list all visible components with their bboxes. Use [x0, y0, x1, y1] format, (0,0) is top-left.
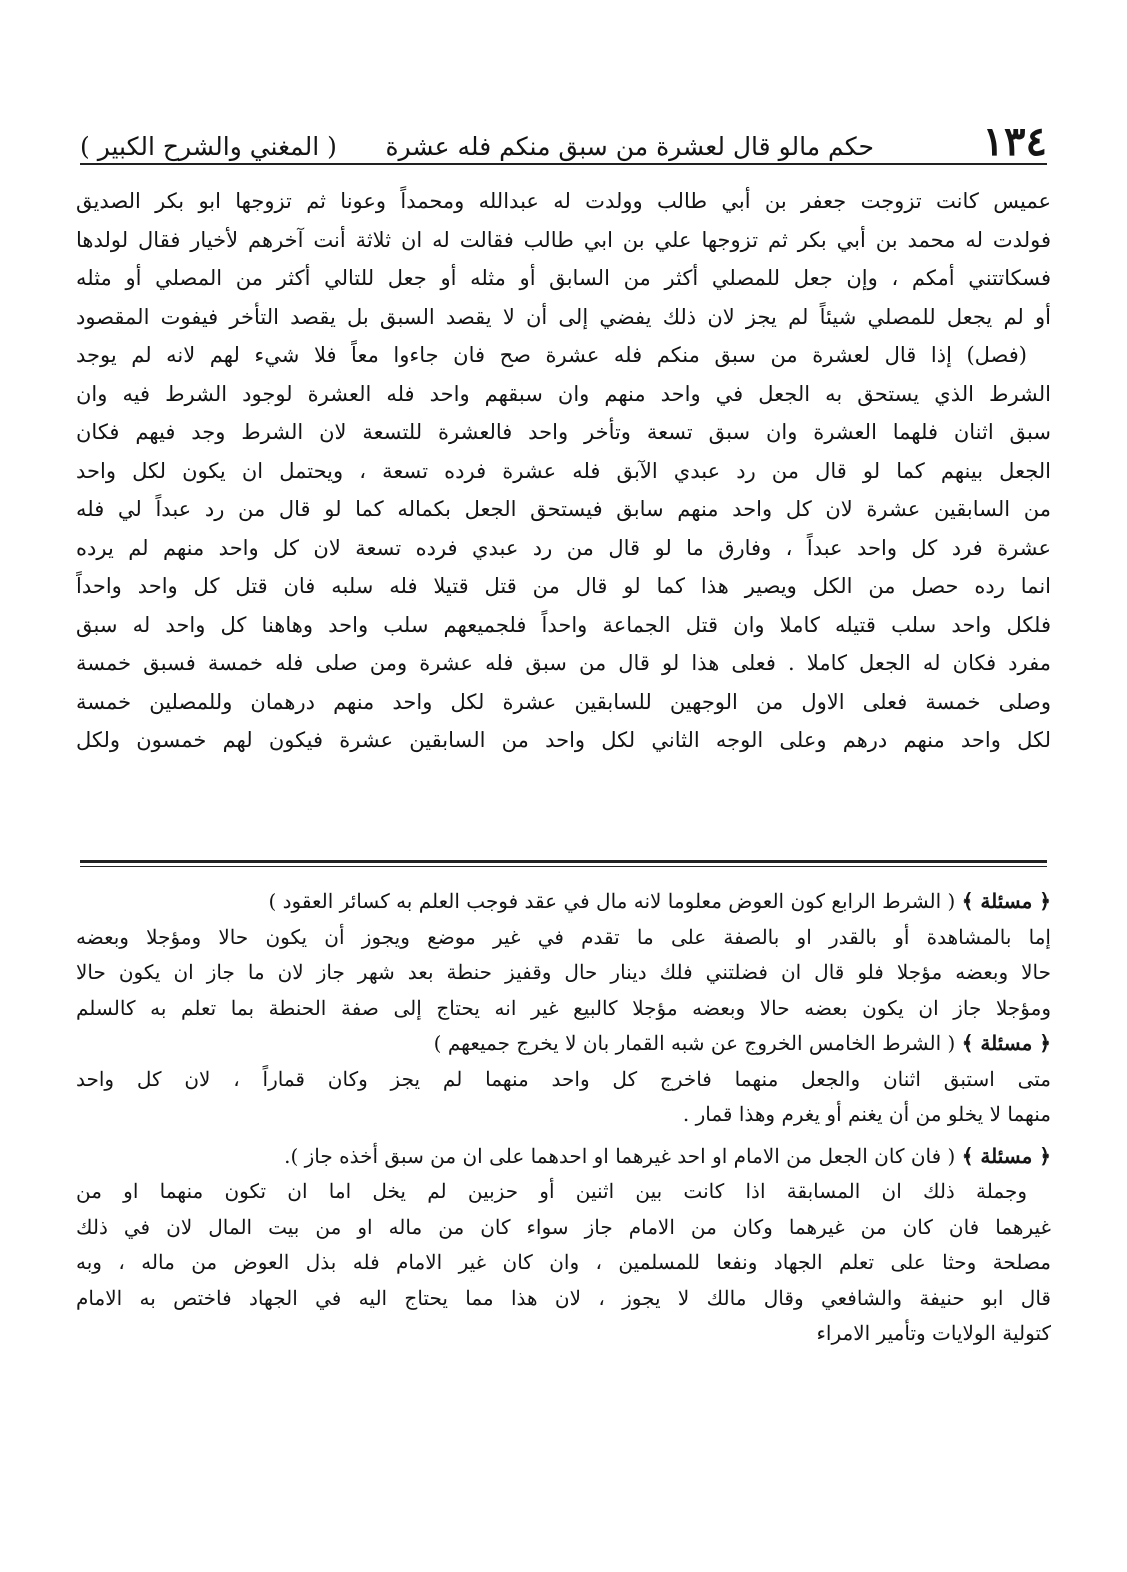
issue-title: ( الشرط الرابع كون العوض معلوما لانه مال في عقد فوجب العلم به كسائر العقود )	[268, 889, 956, 913]
text-line: سبق اثنان فلهما العشرة وان سبق تسعة وتأخر واحد فالعشرة للتسعة لان الشرط وجد فيهم فكان	[76, 420, 1051, 444]
issue-marker: ﴿ مسئلة ﴾	[961, 1031, 1051, 1055]
text-line: لكل واحد منهم درهم وعلى الوجه الثاني لكل واحد من السابقين عشرة فيكون لهم خمسون ولكل	[76, 728, 1051, 752]
page-header	[80, 118, 1047, 165]
text-line: الشرط الذي يستحق به الجعل في واحد منهم وان سبقهم واحد فله العشرة لوجود الشرط فيه وان	[76, 381, 1051, 406]
text-line: أو لم يجعل للمصلي شيئاً لم يجز لان ذلك يفضي إلى أن لا يقصد السبق بل يقصد التأخر فيفوت المقصود	[76, 304, 1051, 329]
text-line: كتولية الولايات وتأمير الامراء	[816, 1321, 1051, 1345]
text-line: (فصل) إذا قال لعشرة من سبق منكم فله عشرة صح فان جاءوا معاً فلا شيء لهم لانه لم يوجد	[76, 343, 1027, 367]
text-line: فلكل واحد سلب قتيله كاملا وان قتل الجماعة واحداً فلجميعهم سلب واحد وهاهنا كل واحد له سبق	[76, 612, 1051, 637]
text-line: عشرة فرد كل واحد عبداً ، وفارق ما لو قال من رد عبدي فرده تسعة لان كل واحد منهم لم يرده	[76, 535, 1051, 560]
section-divider	[80, 860, 1047, 863]
text-line: مصلحة وحثا على تعلم الجهاد ونفعا للمسلمين ، وان كان غير الامام فله بذل العوض من ماله ، وبه	[76, 1250, 1051, 1274]
main-text	[76, 182, 1051, 760]
text-line: وصلى خمسة فعلى الاول من الوجهين للسابقين عشرة لكل واحد منهم درهمان وللمصلين خمسة	[76, 689, 1051, 714]
text-line: قال ابو حنيفة والشافعي وقال مالك لا يجوز ، لان هذا مما يحتاج اليه في الجهاد فاختص به الامام	[76, 1285, 1051, 1310]
text-line: فسكاتتني أمكم ، وإن جعل للمصلي أكثر من السابق أو مثله أو جعل للتالي أكثر من المصلي أو مثله	[76, 266, 1051, 290]
issue-marker: ﴿ مسئلة ﴾	[961, 1143, 1051, 1168]
text-line: من السابقين عشرة لان كل واحد منهم سابق فيستحق الجعل بكماله كما لو قال من رد عبداً لي فله	[76, 497, 1051, 521]
issue-title: ( فان كان الجعل من الامام او احد غيرهما او احدهما على ان من سبق أخذه جاز ).	[284, 1143, 956, 1168]
issue-heading	[76, 1139, 1051, 1175]
text-line: ومؤجلا جاز ان يكون بعضه حالا وبعضه مؤجلا كالبيع غير انه يحتاج إلى صفة الحنطة بما تعلم به كالسلم	[76, 995, 1051, 1020]
issue-heading	[76, 884, 1051, 920]
text-line: غيرهما فان كان من غيرهما وكان من الامام جاز سواء كان من ماله او من بيت المال لان في ذلك	[76, 1214, 1051, 1239]
issue-heading	[76, 1026, 1051, 1062]
text-line: وجملة ذلك ان المسابقة اذا كانت بين اثنين أو حزبين لم يخل اما ان تكون منهما او من	[76, 1179, 1027, 1203]
commentary-text	[76, 884, 1051, 1352]
text-line: الجعل بينهم كما لو قال من رد عبدي الآبق فله عشرة فرده تسعة ، ويحتمل ان يكون لكل واحد	[76, 458, 1051, 483]
text-line: انما رده حصل من الكل ويصير هذا كما لو قال من قتل قتيلا فله سلبه فان قتل كل واحد واحداً	[76, 574, 1051, 598]
text-line: عميس كانت تزوجت جعفر بن أبي طالب وولدت له عبدالله ومحمداً وعونا ثم تزوجها ابو بكر الصديق	[76, 189, 1051, 213]
text-line: إما بالمشاهدة أو بالقدر او بالصفة على ما تقدم في غير موضع ويجوز أن يكون حالا ومؤجلا وبعضه	[76, 924, 1051, 949]
text-line: مفرد فكان له الجعل كاملا . فعلى هذا لو قال من سبق فله عشرة ومن صلى فله خمسة فسبق خمسة	[76, 651, 1051, 675]
issue-title: ( الشرط الخامس الخروج عن شبه القمار بان لا يخرج جميعهم )	[433, 1031, 956, 1055]
text-line: منهما لا يخلو من أن يغنم أو يغرم وهذا قمار .	[682, 1102, 1051, 1126]
text-line: متى استبق اثنان والجعل منهما فاخرج كل واحد منهما لم يجز وكان قماراً ، لان كل واحد	[76, 1066, 1051, 1091]
text-line: فولدت له محمد بن أبي بكر ثم تزوجها علي بن ابي طالب فقالت له ان ثلاثة أنت آخرهم لأخيار فقال لولدها	[76, 227, 1051, 252]
page-number: ١٣٤	[982, 118, 1047, 165]
text-line: حالا وبعضه مؤجلا فلو قال ان فضلتني فلك دينار حال وقفيز حنطة بعد شهر جاز لان ما جاز ان يكون حالا	[76, 960, 1051, 984]
running-title: حكم مالو قال لعشرة من سبق منكم فله عشرة	[385, 132, 874, 161]
header-rule	[80, 163, 1047, 165]
issue-marker: ﴿ مسئلة ﴾	[961, 889, 1051, 913]
book-title: ( المغني والشرح الكبير )	[80, 132, 337, 161]
section-divider-thin	[80, 866, 1047, 867]
